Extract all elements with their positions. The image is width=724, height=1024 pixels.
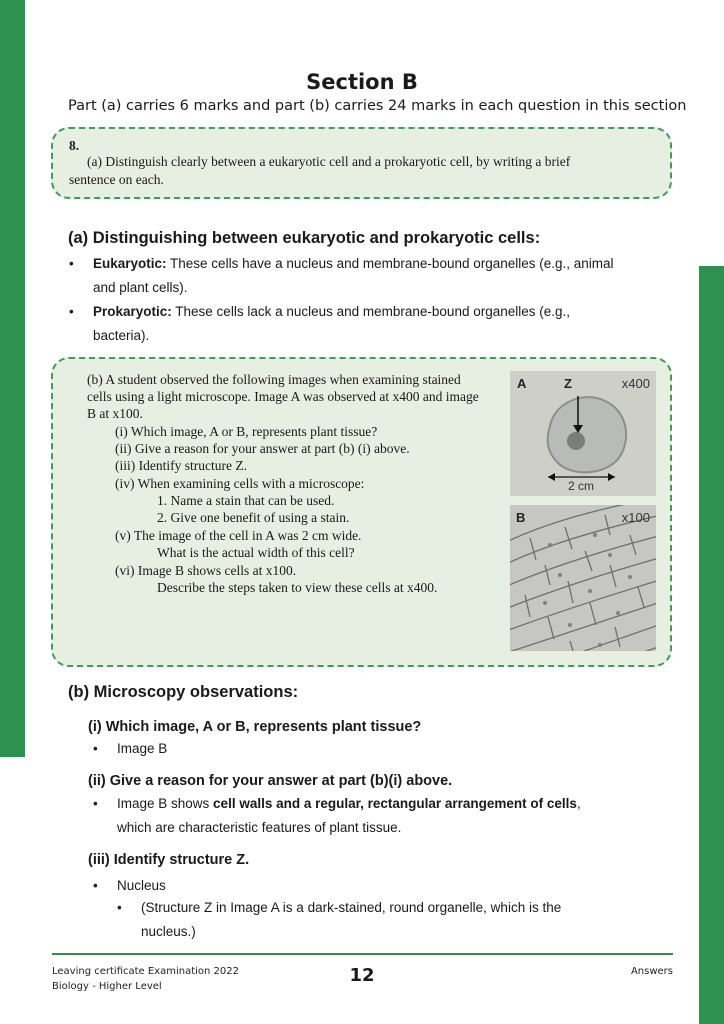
prokaryotic-text: These cells lack a nucleus and membrane-bound organelles (e.g., [171, 304, 571, 319]
answer-b-ii-text-cont: which are characteristic features of plant tissue. [117, 820, 402, 835]
answer-b-i-heading: (i) Which image, A or B, represents plant tissue? [88, 719, 422, 735]
question-8b-vi-cont: Describe the steps taken to view these cells at x400. [157, 580, 438, 595]
page-number: 12 [349, 965, 375, 986]
micrograph-b-image [510, 505, 656, 651]
answer-a-item-prokaryotic [69, 300, 663, 348]
footer-divider [52, 953, 673, 955]
answer-b-heading: (b) Microscopy observations: [68, 683, 299, 701]
footer-subject: Biology - Higher Level [52, 981, 162, 992]
figure-a-label: A [517, 376, 527, 391]
bullet: • [69, 256, 74, 271]
answer-b-iii-note [117, 896, 661, 944]
figure-a-scale: 2 cm [568, 479, 595, 493]
left-edge-bar [0, 0, 25, 757]
answer-b-ii-bold: cell walls and a regular, rectangular arrangement of cells [213, 796, 577, 811]
micrograph-b [510, 505, 656, 651]
eukaryotic-text: These cells have a nucleus and membrane-bound organelles (e.g., animal [166, 256, 614, 271]
eukaryotic-text-cont: and plant cells). [93, 280, 188, 295]
question-8b-intro-1: (b) A student observed the following images when examining stained [87, 372, 461, 387]
prokaryotic-text-cont: bacteria). [93, 328, 150, 343]
answer-a-heading: (a) Distinguishing between eukaryotic and prokaryotic cells: [68, 229, 541, 247]
answer-b-i-item [93, 737, 168, 761]
question-8b-intro-3: B at x100. [87, 406, 143, 421]
question-8b-v: (v) The image of the cell in A was 2 cm wide. [115, 528, 362, 543]
figure-a-magnification: x400 [621, 376, 650, 391]
question-8a-line1: (a) Distinguish clearly between a eukaryotic cell and a prokaryotic cell, by writing a brief [87, 154, 571, 169]
question-8b-v-cont: What is the actual width of this cell? [157, 545, 355, 560]
answer-b-iii-item [93, 874, 166, 898]
term-eukaryotic: Eukaryotic: [93, 256, 167, 271]
answer-b-ii-item [93, 792, 657, 840]
term-prokaryotic: Prokaryotic: [93, 304, 172, 319]
question-8b-vi: (vi) Image B shows cells at x100. [115, 563, 297, 578]
bullet: • [69, 304, 74, 319]
footer-section-label: Answers [630, 966, 673, 977]
bullet: • [117, 900, 122, 915]
answer-b-iii-note-text: (Structure Z in Image A is a dark-stained, round organelle, which is the [141, 900, 562, 915]
answer-b-ii-punct: , [576, 796, 581, 811]
answer-a-item-eukaryotic [69, 252, 663, 300]
answer-b-ii-heading: (ii) Give a reason for your answer at part (b)(i) above. [88, 773, 453, 789]
answer-b-iii-note-text-cont: nucleus.) [141, 924, 196, 939]
bullet: • [93, 741, 98, 756]
question-8b-iv-2: 2. Give one benefit of using a stain. [157, 510, 350, 525]
figure-b-magnification: x100 [621, 510, 650, 525]
section-title: Section B [306, 70, 418, 94]
answer-b-iii-text: Nucleus [117, 878, 166, 893]
question-8b-iv-1: 1. Name a stain that can be used. [157, 493, 335, 508]
question-8b-iii: (iii) Identify structure Z. [115, 458, 247, 473]
section-subtitle: Part (a) carries 6 marks and part (b) carries 24 marks in each question in this section [68, 98, 687, 114]
figure-b-label: B [516, 510, 526, 525]
question-number: 8. [69, 138, 80, 153]
question-8b-intro-2: cells using a light microscope. Image A was observed at x400 and image [87, 389, 479, 404]
right-edge-bar [699, 266, 724, 1024]
question-8b-ii: (ii) Give a reason for your answer at part (b) (i) above. [115, 441, 410, 456]
structure-z-label: Z [564, 376, 572, 391]
bullet: • [93, 796, 98, 811]
answer-b-ii-text: Image B shows [117, 796, 214, 811]
footer-exam-title: Leaving certificate Examination 2022 [52, 966, 240, 977]
answer-b-iii-heading: (iii) Identify structure Z. [88, 852, 250, 868]
question-8a-line2: sentence on each. [69, 172, 164, 187]
question-8b-iv: (iv) When examining cells with a microscope: [115, 476, 365, 491]
bullet: • [93, 878, 98, 893]
question-8b-i: (i) Which image, A or B, represents plant tissue? [115, 424, 378, 439]
answer-b-i-text: Image B [117, 741, 168, 756]
micrograph-a [510, 371, 656, 496]
